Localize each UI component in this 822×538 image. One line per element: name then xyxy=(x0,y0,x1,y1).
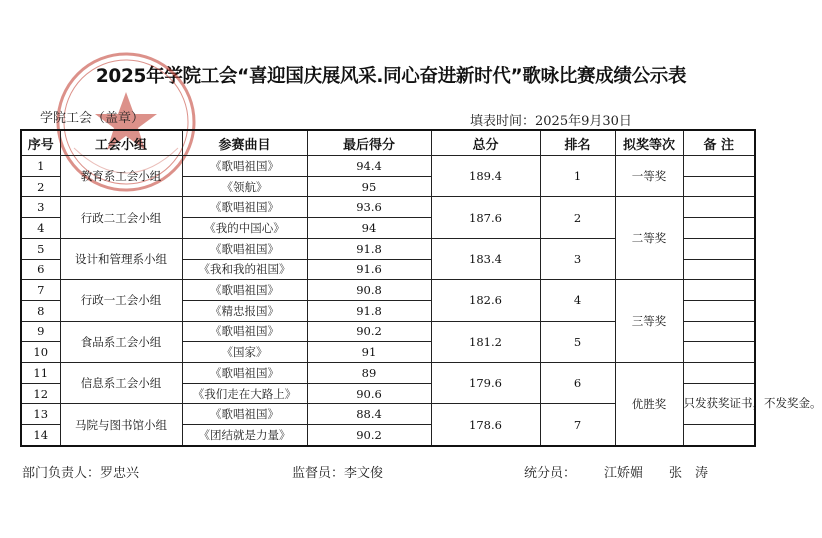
note-cell xyxy=(683,425,755,446)
song-title: 《我和我的祖国》 xyxy=(182,259,307,280)
table-header-row xyxy=(21,130,755,156)
award-level: 三等奖 xyxy=(615,280,683,363)
note-cell xyxy=(683,342,755,363)
total-score: 182.6 xyxy=(431,280,540,321)
row-no: 10 xyxy=(21,342,60,363)
row-no: 3 xyxy=(21,197,60,218)
note-cell xyxy=(683,363,755,384)
note-cell xyxy=(683,300,755,321)
final-score: 90.2 xyxy=(307,425,431,446)
header-song: 参赛曲目 xyxy=(182,130,307,156)
final-score: 91.8 xyxy=(307,300,431,321)
total-score: 187.6 xyxy=(431,197,540,238)
counter-label: 统分员： xyxy=(524,466,577,481)
song-title: 《歌唱祖国》 xyxy=(182,363,307,384)
final-score: 88.4 xyxy=(307,404,431,425)
award-level: 一等奖 xyxy=(615,156,683,197)
group-name: 食品系工会小组 xyxy=(60,321,182,362)
note-cell xyxy=(683,259,755,280)
table-row xyxy=(21,197,755,218)
header-award: 拟奖等次 xyxy=(615,130,683,156)
total-score: 179.6 xyxy=(431,363,540,404)
rank: 4 xyxy=(540,280,615,321)
song-title: 《我们走在大路上》 xyxy=(182,383,307,404)
final-score: 90.2 xyxy=(307,321,431,342)
note-text: 只发获奖证书，不发奖金。 xyxy=(683,383,755,424)
final-score: 91.8 xyxy=(307,238,431,259)
note-cell xyxy=(683,176,755,197)
note-cell xyxy=(683,218,755,239)
song-title: 《歌唱祖国》 xyxy=(182,197,307,218)
song-title: 《歌唱祖国》 xyxy=(182,321,307,342)
row-no: 5 xyxy=(21,238,60,259)
group-name: 信息系工会小组 xyxy=(60,363,182,404)
final-score: 89 xyxy=(307,363,431,384)
song-title: 《精忠报国》 xyxy=(182,300,307,321)
note-cell xyxy=(683,280,755,301)
header-no: 序号 xyxy=(21,130,60,156)
final-score: 94.4 xyxy=(307,156,431,177)
final-score: 91 xyxy=(307,342,431,363)
row-no: 9 xyxy=(21,321,60,342)
row-no: 2 xyxy=(21,176,60,197)
note-cell xyxy=(683,238,755,259)
total-score: 181.2 xyxy=(431,321,540,362)
song-title: 《我的中国心》 xyxy=(182,218,307,239)
group-name: 行政一工会小组 xyxy=(60,280,182,321)
row-no: 4 xyxy=(21,218,60,239)
header-total: 总分 xyxy=(431,130,540,156)
header-score: 最后得分 xyxy=(307,130,431,156)
song-title: 《领航》 xyxy=(182,176,307,197)
award-level: 二等奖 xyxy=(615,197,683,280)
table-row xyxy=(21,363,755,384)
song-title: 《国家》 xyxy=(182,342,307,363)
header-rank: 排名 xyxy=(540,130,615,156)
final-score: 91.6 xyxy=(307,259,431,280)
song-title: 《歌唱祖国》 xyxy=(182,238,307,259)
rank: 2 xyxy=(540,197,615,238)
counter-names: 江娇媚 张 涛 xyxy=(604,466,709,481)
group-name: 设计和管理系小组 xyxy=(60,238,182,279)
total-score: 178.6 xyxy=(431,404,540,446)
group-name: 教育系工会小组 xyxy=(60,156,182,197)
rank: 1 xyxy=(540,156,615,197)
row-no: 7 xyxy=(21,280,60,301)
page-title: 2025年学院工会“喜迎国庆展风采.同心奋进新时代”歌咏比赛成绩公示表 xyxy=(95,66,687,87)
total-score: 189.4 xyxy=(431,156,540,197)
note-cell xyxy=(683,321,755,342)
final-score: 90.6 xyxy=(307,383,431,404)
row-no: 12 xyxy=(21,383,60,404)
song-title: 《歌唱祖国》 xyxy=(182,156,307,177)
fill-date: 填表时间：2025年9月30日 xyxy=(470,114,632,129)
group-name: 行政二工会小组 xyxy=(60,197,182,238)
row-no: 6 xyxy=(21,259,60,280)
final-score: 94 xyxy=(307,218,431,239)
note-cell xyxy=(683,197,755,218)
group-name: 马院与图书馆小组 xyxy=(60,404,182,446)
row-no: 11 xyxy=(21,363,60,384)
song-title: 《歌唱祖国》 xyxy=(182,280,307,301)
rank: 7 xyxy=(540,404,615,446)
dept-head: 部门负责人：罗忠兴 xyxy=(22,466,140,481)
row-no: 8 xyxy=(21,300,60,321)
supervisor: 监督员：李文俊 xyxy=(292,466,384,481)
final-score: 90.8 xyxy=(307,280,431,301)
rank: 3 xyxy=(540,238,615,279)
row-no: 14 xyxy=(21,425,60,446)
row-no: 13 xyxy=(21,404,60,425)
row-no: 1 xyxy=(21,156,60,177)
header-note: 备 注 xyxy=(683,130,755,156)
table-row xyxy=(21,156,755,177)
header-group: 工会小组 xyxy=(60,130,182,156)
note-cell xyxy=(683,156,755,177)
final-score: 95 xyxy=(307,176,431,197)
total-score: 183.4 xyxy=(431,238,540,279)
unit-label: 学院工会（盖章） xyxy=(40,111,145,126)
song-title: 《团结就是力量》 xyxy=(182,425,307,446)
rank: 6 xyxy=(540,363,615,404)
rank: 5 xyxy=(540,321,615,362)
song-title: 《歌唱祖国》 xyxy=(182,404,307,425)
final-score: 93.6 xyxy=(307,197,431,218)
table-row xyxy=(21,280,755,301)
score-counters xyxy=(524,462,708,481)
score-table xyxy=(20,129,822,447)
award-level: 优胜奖 xyxy=(615,363,683,446)
